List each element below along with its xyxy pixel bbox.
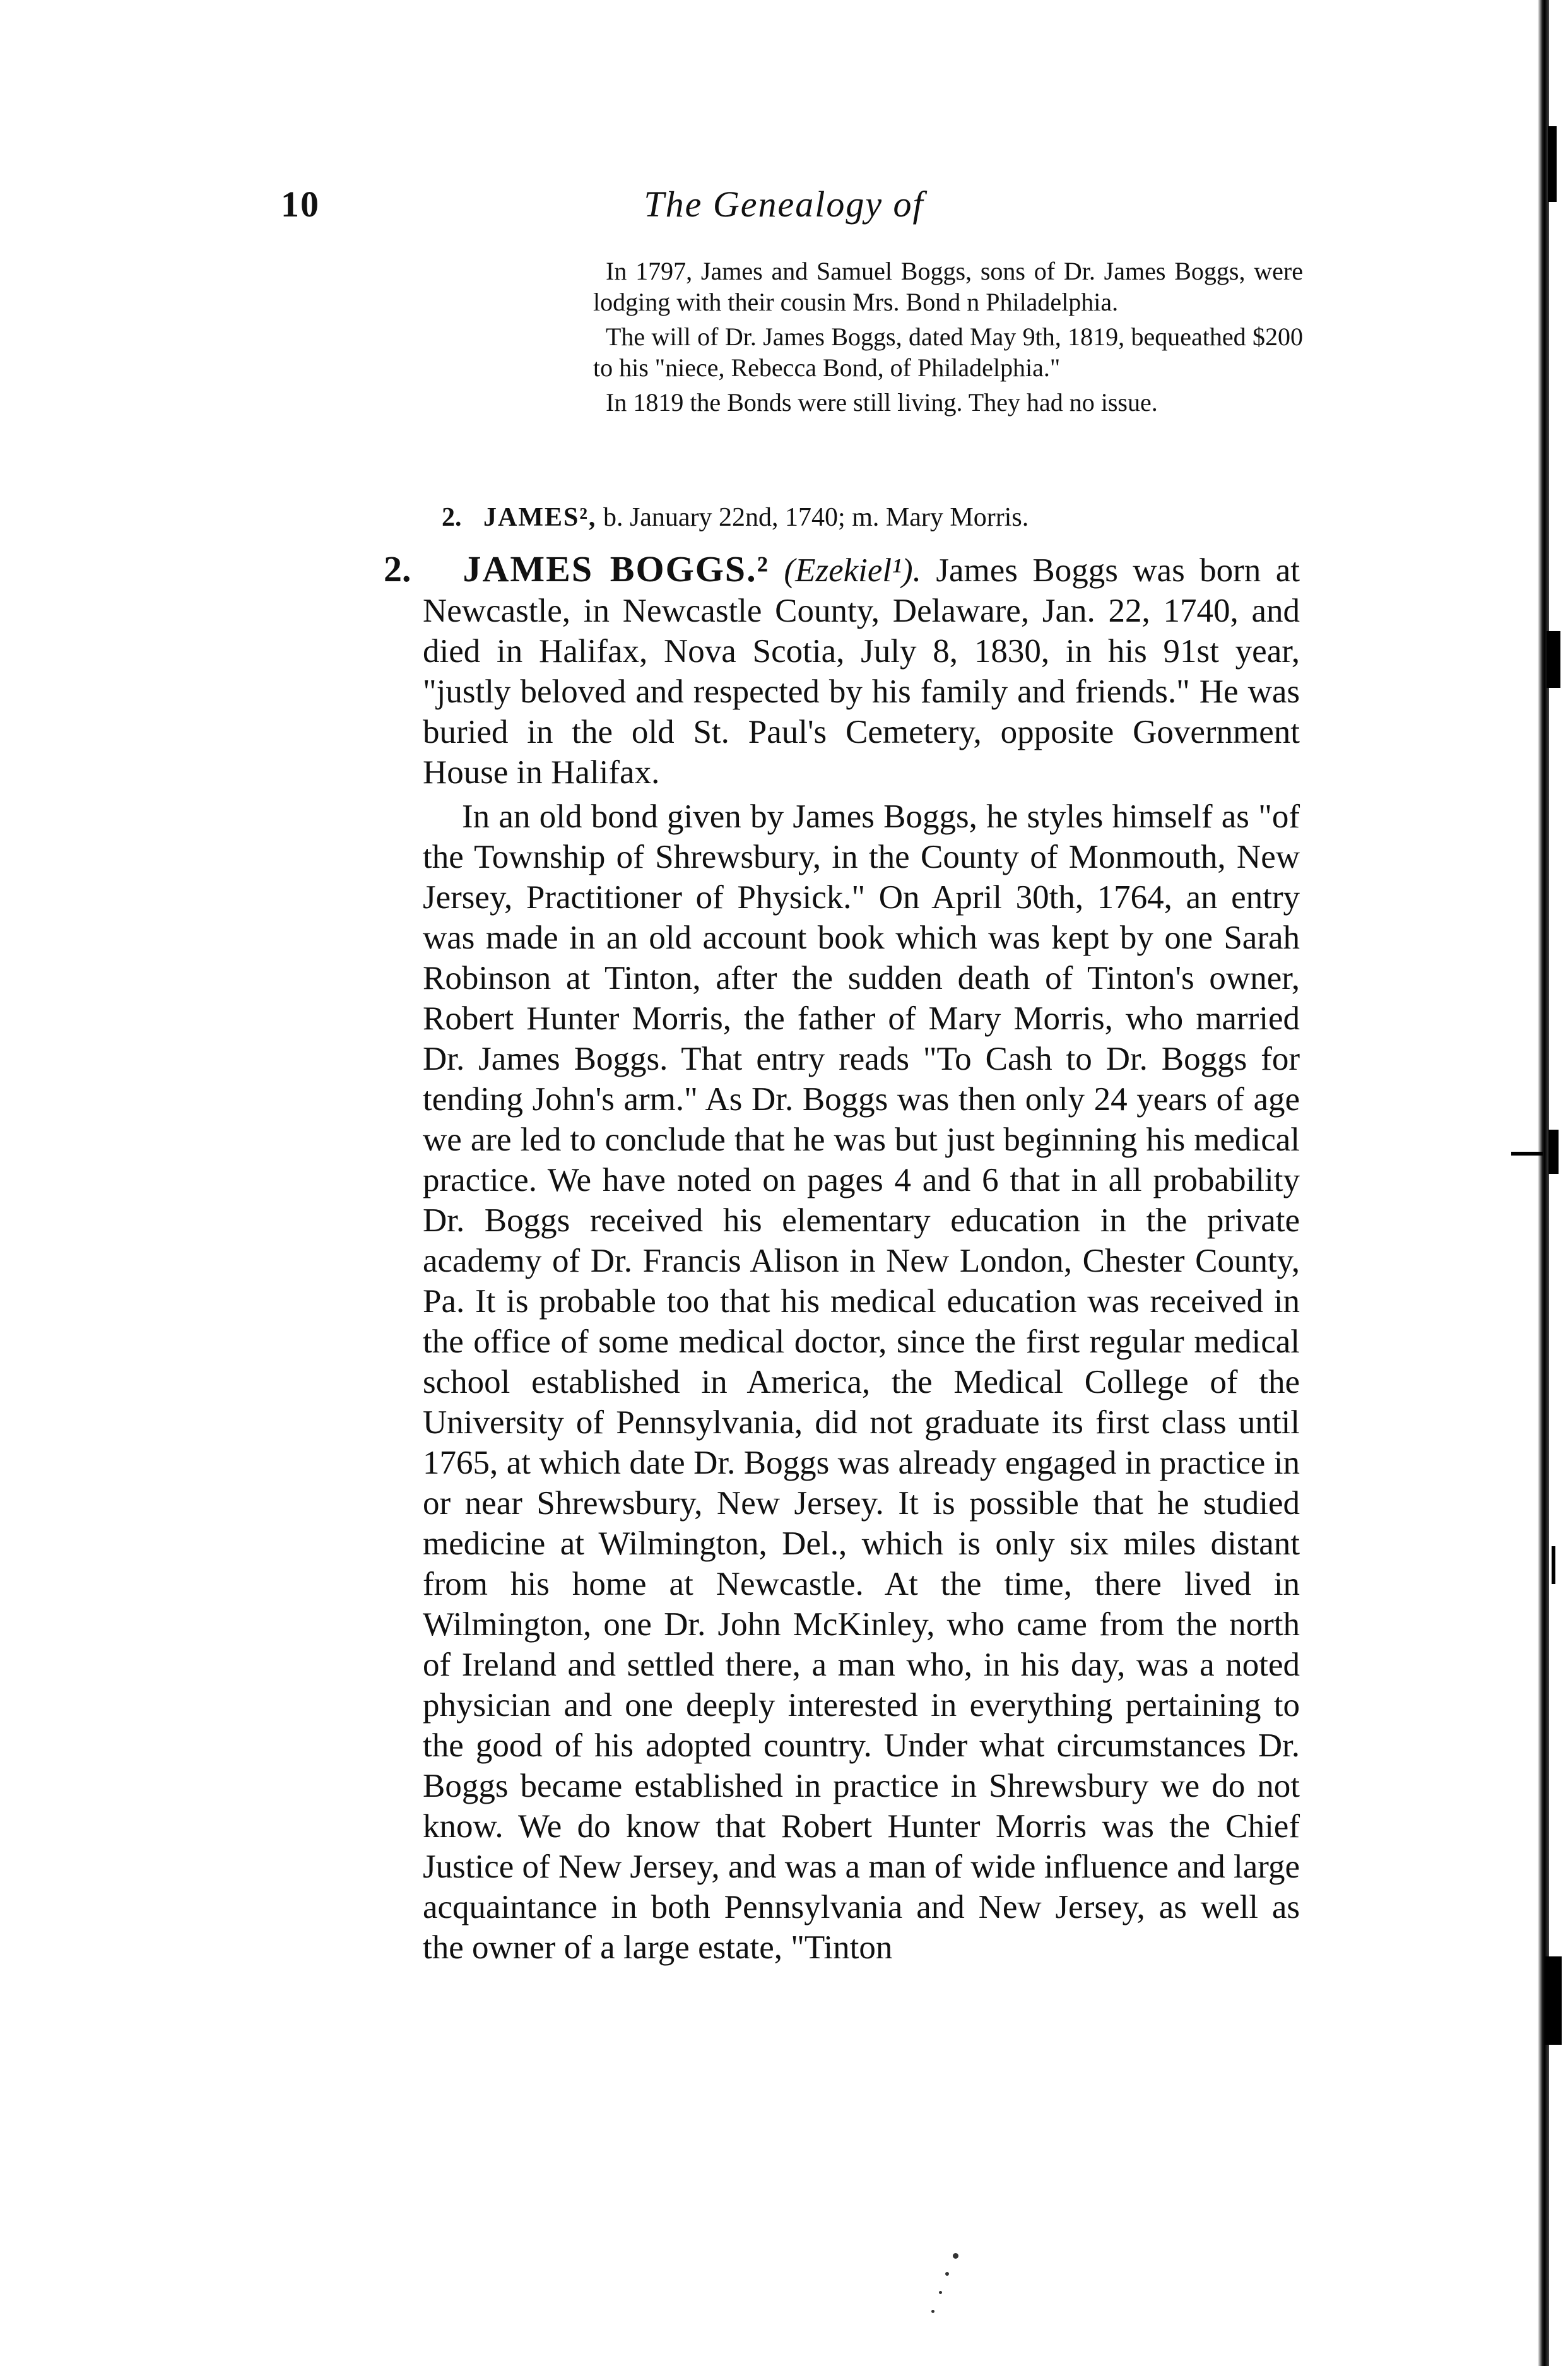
section-number: 2. [384,548,411,589]
section-heading: JAMES BOGGS.² [463,548,769,589]
small-print-block [593,256,1303,422]
entry-name: JAMES², [483,503,597,532]
edge-mark [1511,1152,1543,1156]
main-section [384,548,1300,1968]
speck [939,2291,942,2294]
page-header [0,183,1568,240]
running-title: The Genealogy of [644,184,924,225]
section-paragraph: James Boggs was born at Newcastle, in Newcastle County, Delaware, Jan. 22, 1740, and died in Halifax, Nova Scotia, July 8, 1830, in his 91st year, "justly beloved and respected by his family and friends." He was buried in the old St. Paul's Cemetery, opposite Government House in Halifax. [423,552,1300,791]
edge-mark [1547,631,1560,688]
entry-text: b. January 22nd, 1740; m. Mary Morris. [603,503,1029,532]
small-paragraph: In 1819 the Bonds were still living. They had no issue. [606,388,1158,417]
child-entry [442,502,1325,533]
speck [953,2253,958,2259]
small-paragraph: In 1797, James and Samuel Boggs, sons of Dr. James Boggs, were lodging with their cousin Mrs. Bond n Philadelphia. [593,257,1303,316]
entry-number: 2. [442,503,462,532]
section-first-paragraph [384,548,1300,793]
section-parent: (Ezekiel¹). [784,552,921,589]
edge-mark [1552,1546,1555,1584]
small-paragraph: The will of Dr. James Boggs, dated May 9th, 1819, bequeathed $200 to his "niece, Rebecca Bond, of Philadelphia." [593,322,1303,382]
speck [931,2310,934,2313]
edge-mark [1548,1130,1559,1174]
section-paragraph: In an old bond given by James Boggs, he styles himself as "of the Township of Shrewsbury, in the County of Monmouth, New Jersey, Practitioner of Physick." On April 30th, 1764, an entry was made in an old account book which was kept by one Sarah Robinson at Tinton, after the sudden death of Tinton's owner, Robert Hunter Morris, the father of Mary Morris, who married Dr. James Boggs. That entry reads "To Cash to Dr. Boggs for tending John's arm." As Dr. Boggs was then only 24 years of age we are led to conclude that he was but just beginning his medical practice. We have noted on pages 4 and 6 that in all probability Dr. Boggs received his elementary education in the private academy of Dr. Francis Alison in New London, Chester County, Pa. It is probable too that his medical education was received in the office of some medical doctor, since the first regular medical school established in America, the Medical College of the University of Pennsylvania, did not graduate its first class until 1765, at which date Dr. Boggs was already engaged in practice in or near Shrewsbury, New Jersey. It is possible that he studied medicine at Wilmington, Del., which is only six miles distant from his home at Newcastle. At the time, there lived in Wilmington, one Dr. John McKinley, who came from the north of Ireland and settled there, a man who, in his day, was a noted physician and one deeply interested in everything pertaining to the good of his adopted country. Under what circumstances Dr. Boggs became established in practice in Shrewsbury we do not know. We do know that Robert Hunter Morris was the Chief Justice of New Jersey, and was a man of wide influence and large acquaintance in both Pennsylvania and New Jersey, as well as the owner of a large estate, "Tinton [423,798,1300,1966]
page-number: 10 [281,184,320,225]
edge-mark [1545,1956,1562,2045]
speck [945,2272,949,2276]
